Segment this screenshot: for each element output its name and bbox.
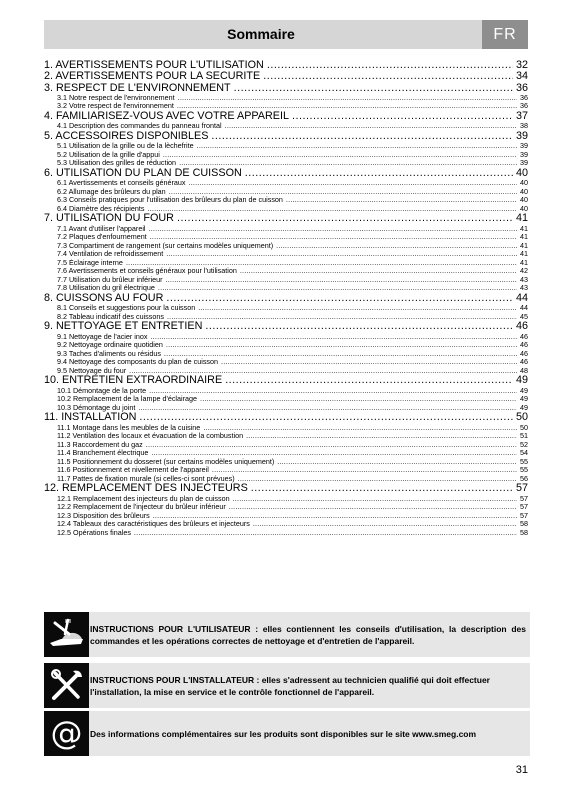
toc-entry-page: 55 xyxy=(520,457,528,466)
toc-section xyxy=(44,375,528,386)
toc-subsection xyxy=(44,424,528,433)
toc-entry-title: 11.1 Montage dans les meubles de la cuisine xyxy=(57,423,201,432)
toc-leader-dots xyxy=(148,205,518,214)
toc-entry-page: 57 xyxy=(520,511,528,520)
toc-entry-page: 43 xyxy=(520,275,528,284)
toc-leader-dots xyxy=(150,233,517,242)
toc-subsection xyxy=(44,122,528,131)
toc-entry-title: 4.1 Description des commandes du panneau frontal xyxy=(57,122,222,131)
toc-leader-dots xyxy=(253,520,517,529)
toc-section xyxy=(44,412,528,423)
toc-leader-dots xyxy=(166,341,517,350)
toc-entry-title: 11.7 Pattes de fixation murale (si celles-ci sont prévues) xyxy=(57,474,235,483)
toc-leader-dots xyxy=(238,475,517,484)
toc-entry-title: 6. UTILISATION DU PLAN DE CUISSON xyxy=(44,167,242,179)
toc-entry-title: 12.2 Remplacement de l'injecteur du brûleur inférieur xyxy=(57,503,226,512)
toc-subsection xyxy=(44,529,528,538)
toc-entry-page: 43 xyxy=(520,284,528,293)
toc-entry-page: 57 xyxy=(520,494,528,503)
toc-entry-page: 40 xyxy=(520,204,528,213)
toc-subsection xyxy=(44,333,528,342)
toc-entry-page: 41 xyxy=(520,258,528,267)
toc-entry-page: 49 xyxy=(520,395,528,404)
toc-entry-title: 9.3 Taches d'aliments ou résidus xyxy=(57,349,161,358)
toc-entry-page: 39 xyxy=(520,150,528,159)
toc-entry-title: 3.1 Notre respect de l'environnement xyxy=(57,93,175,102)
toc-entry-page: 38 xyxy=(520,122,528,131)
toc-leader-dots xyxy=(167,313,517,322)
toc-leader-dots xyxy=(177,213,513,224)
toc-leader-dots xyxy=(149,387,517,396)
toc-subsection xyxy=(44,475,528,484)
page-header xyxy=(44,20,528,49)
toc-subsection xyxy=(44,205,528,214)
website-info-box xyxy=(44,711,530,756)
toc-entry-page: 51 xyxy=(520,432,528,441)
toc-section xyxy=(44,293,528,304)
toc-leader-dots xyxy=(153,512,517,521)
toc-entry-title: 11. INSTALLATION xyxy=(44,412,137,424)
toc-entry-title: 8.2 Tableau indicatif des cuissons xyxy=(57,312,164,321)
toc-subsection xyxy=(44,503,528,512)
toc-entry-title: 11.2 Ventilation des locaux et évacuation de la combustion xyxy=(57,432,244,441)
toc-entry-page: 40 xyxy=(520,196,528,205)
toc-subsection xyxy=(44,94,528,103)
toc-subsection xyxy=(44,441,528,450)
toc-entry-title: 12.3 Disposition des brûleurs xyxy=(57,511,150,520)
toc-leader-dots xyxy=(263,71,513,82)
toc-entry-title: 5. ACCESSOIRES DISPONIBLES xyxy=(44,130,209,142)
toc-entry-page: 46 xyxy=(520,332,528,341)
toc-entry-title: 12. REMPLACEMENT DES INJECTEURS xyxy=(44,483,248,495)
toc-entry-title: 11.5 Positionnement du dosseret (sur certains modèles uniquement) xyxy=(57,457,275,466)
page-number: 31 xyxy=(515,764,528,776)
toc-entry-title: 7.8 Utilisation du gril électrique xyxy=(57,284,155,293)
toc-entry-page: 46 xyxy=(515,321,528,333)
toc-subsection xyxy=(44,432,528,441)
toc-subsection xyxy=(44,341,528,350)
toc-entry-page: 52 xyxy=(520,440,528,449)
toc-entry-page: 45 xyxy=(520,312,528,321)
toc-leader-dots xyxy=(286,196,517,205)
toc-entry-page: 46 xyxy=(520,358,528,367)
website-info-text: Des informations complémentaires sur les produits sont disponibles sur le site www.smeg.com xyxy=(90,728,477,739)
toc-leader-dots xyxy=(221,358,517,367)
toc-leader-dots xyxy=(129,367,517,376)
toc-subsection xyxy=(44,225,528,234)
toc-subsection xyxy=(44,367,528,376)
toc-subsection xyxy=(44,276,528,285)
toc-entry-page: 44 xyxy=(515,292,528,304)
toc-entry-title: 10. ENTRETIEN EXTRAORDINAIRE xyxy=(44,375,223,387)
toc-entry-page: 32 xyxy=(515,60,528,71)
toc-section xyxy=(44,131,528,142)
toc-entry-title: 6.3 Conseils pratiques pour l'utilisation des brûleurs du plan de cuisson xyxy=(57,196,283,205)
toc-entry-title: 7.3 Compartiment de rangement (sur certains modèles uniquement) xyxy=(57,241,274,250)
toc-entry-page: 54 xyxy=(520,449,528,458)
toc-leader-dots xyxy=(292,111,513,122)
toc-entry-title: 6.2 Allumage des brûleurs du plan xyxy=(57,187,166,196)
toc-leader-dots xyxy=(200,395,517,404)
toc-entry-page: 46 xyxy=(520,341,528,350)
toc-leader-dots xyxy=(139,412,513,423)
toc-entry-title: 6.4 Diamètre des récipients xyxy=(57,204,145,213)
toc-entry-page: 50 xyxy=(515,412,528,424)
toc-entry-title: 5.3 Utilisation des grilles de réduction xyxy=(57,159,177,168)
toc-leader-dots xyxy=(240,267,517,276)
toc-entry-title: 7.4 Ventilation de refroidissement xyxy=(57,250,164,259)
toc-subsection xyxy=(44,449,528,458)
toc-entry-title: 3.2 Votre respect de l'environnement xyxy=(57,102,174,111)
toc-subsection xyxy=(44,350,528,359)
toc-leader-dots xyxy=(233,495,517,504)
toc-leader-dots xyxy=(166,293,513,304)
toc-entry-page: 49 xyxy=(520,403,528,412)
toc-entry-title: 7. UTILISATION DU FOUR xyxy=(44,213,174,225)
toc-leader-dots xyxy=(165,276,517,285)
toc-entry-title: 12.5 Opérations finales xyxy=(57,528,131,537)
toc-leader-dots xyxy=(205,321,513,332)
toc-entry-title: 10.3 Démontage du joint xyxy=(57,403,136,412)
toc-leader-dots xyxy=(163,151,517,160)
toc-leader-dots xyxy=(177,102,517,111)
at-sign-icon xyxy=(44,711,89,756)
toc-leader-dots xyxy=(150,333,517,342)
toc-entry-page: 36 xyxy=(520,93,528,102)
toc-entry-page: 46 xyxy=(520,349,528,358)
toc-entry-page: 40 xyxy=(520,187,528,196)
toc-leader-dots xyxy=(134,529,517,538)
toc-entry-title: 1. AVERTISSEMENTS POUR L'UTILISATION xyxy=(44,60,264,71)
toc-entry-title: 12.1 Remplacement des injecteurs du plan de cuisson xyxy=(57,494,230,503)
toc-leader-dots xyxy=(211,131,513,142)
user-instructions-text: INSTRUCTIONS POUR L'UTILISATEUR : elles contiennent les conseils d'utilisation, la description des commandes et les opérations correctes de nettoyage et d'entretien de l'appareil. xyxy=(90,623,526,646)
installer-instructions-text: INSTRUCTIONS POUR L'INSTALLATEUR : elles s'adressent au technicien qualifié qui doit effectuer l'installation, la mise en service et le contrôle fonctionnel de l'appareil. xyxy=(90,674,490,697)
toc-entry-title: 11.4 Branchement électrique xyxy=(57,449,149,458)
toc-leader-dots xyxy=(178,94,517,103)
toc-leader-dots xyxy=(229,503,517,512)
toc-entry-page: 41 xyxy=(520,250,528,259)
toc-subsection xyxy=(44,512,528,521)
toc-entry-title: 3. RESPECT DE L'ENVIRONNEMENT xyxy=(44,82,231,94)
toc-entry-page: 40 xyxy=(520,179,528,188)
toc-subsection xyxy=(44,250,528,259)
page-title: Sommaire xyxy=(227,26,295,42)
toc-subsection xyxy=(44,102,528,111)
toc-entry-page: 58 xyxy=(520,528,528,537)
toc-entry-page: 41 xyxy=(520,241,528,250)
toc-entry-title: 5.2 Utilisation de la grille d'appui xyxy=(57,150,160,159)
toc-entry-page: 55 xyxy=(520,466,528,475)
toc-entry-title: 10.1 Démontage de la porte xyxy=(57,386,147,395)
toc-section xyxy=(44,483,528,494)
toc-subsection xyxy=(44,159,528,168)
toc-leader-dots xyxy=(245,168,513,179)
toc-entry-page: 34 xyxy=(515,71,528,83)
toc-leader-dots xyxy=(138,404,517,413)
toc-subsection xyxy=(44,466,528,475)
toc-subsection xyxy=(44,404,528,413)
toc-subsection xyxy=(44,188,528,197)
toc-section xyxy=(44,71,528,82)
toc-subsection xyxy=(44,179,528,188)
toc-section xyxy=(44,111,528,122)
toc-entry-page: 56 xyxy=(520,474,528,483)
toc-entry-page: 44 xyxy=(520,304,528,313)
toc-entry-title: 11.6 Positionnement et nivellement de l'appareil xyxy=(57,466,209,475)
toc-section xyxy=(44,321,528,332)
toc-subsection xyxy=(44,242,528,251)
toc-subsection xyxy=(44,387,528,396)
toc-entry-title: 7.6 Avertissements et conseils généraux pour l'utilisation xyxy=(57,267,237,276)
toc-section xyxy=(44,83,528,94)
toc-subsection xyxy=(44,233,528,242)
language-badge: FR xyxy=(482,20,528,49)
toc-entry-page: 58 xyxy=(520,520,528,529)
svg-text:@: @ xyxy=(50,714,83,752)
toc-section xyxy=(44,213,528,224)
toc-entry-title: 7.7 Utilisation du brûleur inférieur xyxy=(57,275,163,284)
toc-leader-dots xyxy=(166,250,517,259)
toc-subsection xyxy=(44,142,528,151)
toc-entry-page: 36 xyxy=(515,82,528,94)
toc-leader-dots xyxy=(149,225,517,234)
toc-entry-title: 6.1 Avertissements et conseils généraux xyxy=(57,179,186,188)
toc-leader-dots xyxy=(277,458,517,467)
toc-entry-page: 37 xyxy=(515,110,528,122)
toc-leader-dots xyxy=(225,375,513,386)
toc-leader-dots xyxy=(126,259,517,268)
installer-instructions-box xyxy=(44,663,530,708)
toc-entry-page: 49 xyxy=(520,386,528,395)
toc-entry-page: 39 xyxy=(520,142,528,151)
toc-subsection xyxy=(44,458,528,467)
toc-entry-page: 41 xyxy=(520,233,528,242)
toc-section xyxy=(44,168,528,179)
toc-leader-dots xyxy=(251,483,513,494)
toc-entry-title: 9. NETTOYAGE ET ENTRETIEN xyxy=(44,321,203,333)
toc-entry-title: 9.5 Nettoyage du four xyxy=(57,366,127,375)
toc-entry-title: 11.3 Raccordement du gaz xyxy=(57,440,143,449)
toc-subsection xyxy=(44,267,528,276)
toc-entry-page: 41 xyxy=(515,213,528,225)
toc-subsection xyxy=(44,259,528,268)
toc-leader-dots xyxy=(158,284,517,293)
toc-subsection xyxy=(44,495,528,504)
toc-subsection xyxy=(44,196,528,205)
toc-leader-dots xyxy=(203,424,517,433)
toc-entry-title: 7.2 Plaques d'enfournement xyxy=(57,233,147,242)
toc-entry-page: 57 xyxy=(515,483,528,495)
toc-subsection xyxy=(44,151,528,160)
toc-subsection xyxy=(44,520,528,529)
toc-entry-page: 41 xyxy=(520,224,528,233)
toc-entry-page: 36 xyxy=(520,102,528,111)
toc-leader-dots xyxy=(198,304,517,313)
toc-entry-title: 9.4 Nettoyage des composants du plan de cuisson xyxy=(57,358,219,367)
toc-subsection xyxy=(44,395,528,404)
toc-entry-page: 39 xyxy=(515,130,528,142)
toc-entry-title: 8.1 Conseils et suggestions pour la cuisson xyxy=(57,304,196,313)
toc-entry-title: 9.2 Nettoyage ordinaire quotidien xyxy=(57,341,163,350)
toc-leader-dots xyxy=(234,83,513,94)
toc-leader-dots xyxy=(197,142,517,151)
toc-entry-page: 48 xyxy=(520,366,528,375)
toc-entry-page: 50 xyxy=(520,423,528,432)
user-instructions-box xyxy=(44,612,530,657)
toc-leader-dots xyxy=(179,159,517,168)
table-of-contents xyxy=(44,60,528,537)
toc-entry-page: 40 xyxy=(515,167,528,179)
toc-entry-title: 5.1 Utilisation de la grille ou de la lèchefrite xyxy=(57,142,194,151)
toc-leader-dots xyxy=(146,441,517,450)
toc-subsection xyxy=(44,358,528,367)
toc-leader-dots xyxy=(164,350,517,359)
toc-entry-title: 7.5 Éclairage interne xyxy=(57,258,123,267)
toc-leader-dots xyxy=(225,122,517,131)
cooking-icon xyxy=(44,612,89,657)
toc-leader-dots xyxy=(212,466,517,475)
toc-entry-title: 12.4 Tableaux des caractéristiques des brûleurs et injecteurs xyxy=(57,520,250,529)
toc-subsection xyxy=(44,284,528,293)
toc-entry-title: 4. FAMILIARISEZ-VOUS AVEC VOTRE APPAREIL xyxy=(44,110,290,122)
toc-leader-dots xyxy=(276,242,517,251)
toc-entry-title: 10.2 Remplacement de la lampe d'éclairage xyxy=(57,395,198,404)
toc-entry-page: 42 xyxy=(520,267,528,276)
toc-entry-page: 49 xyxy=(515,375,528,387)
toc-section xyxy=(44,60,528,71)
toc-entry-page: 57 xyxy=(520,503,528,512)
toc-leader-dots xyxy=(169,188,517,197)
toc-leader-dots xyxy=(267,60,513,71)
toc-subsection xyxy=(44,304,528,313)
toc-leader-dots xyxy=(246,432,517,441)
toc-entry-title: 8. CUISSONS AU FOUR xyxy=(44,292,164,304)
toc-entry-title: 2. AVERTISSEMENTS POUR LA SECURITE xyxy=(44,71,261,83)
toc-leader-dots xyxy=(151,449,517,458)
toc-entry-title: 7.1 Avant d'utiliser l'appareil xyxy=(57,224,146,233)
toc-subsection xyxy=(44,313,528,322)
toc-entry-title: 9.1 Nettoyage de l'acier inox xyxy=(57,332,148,341)
tools-icon xyxy=(44,663,89,708)
toc-leader-dots xyxy=(189,179,517,188)
toc-entry-page: 39 xyxy=(520,159,528,168)
